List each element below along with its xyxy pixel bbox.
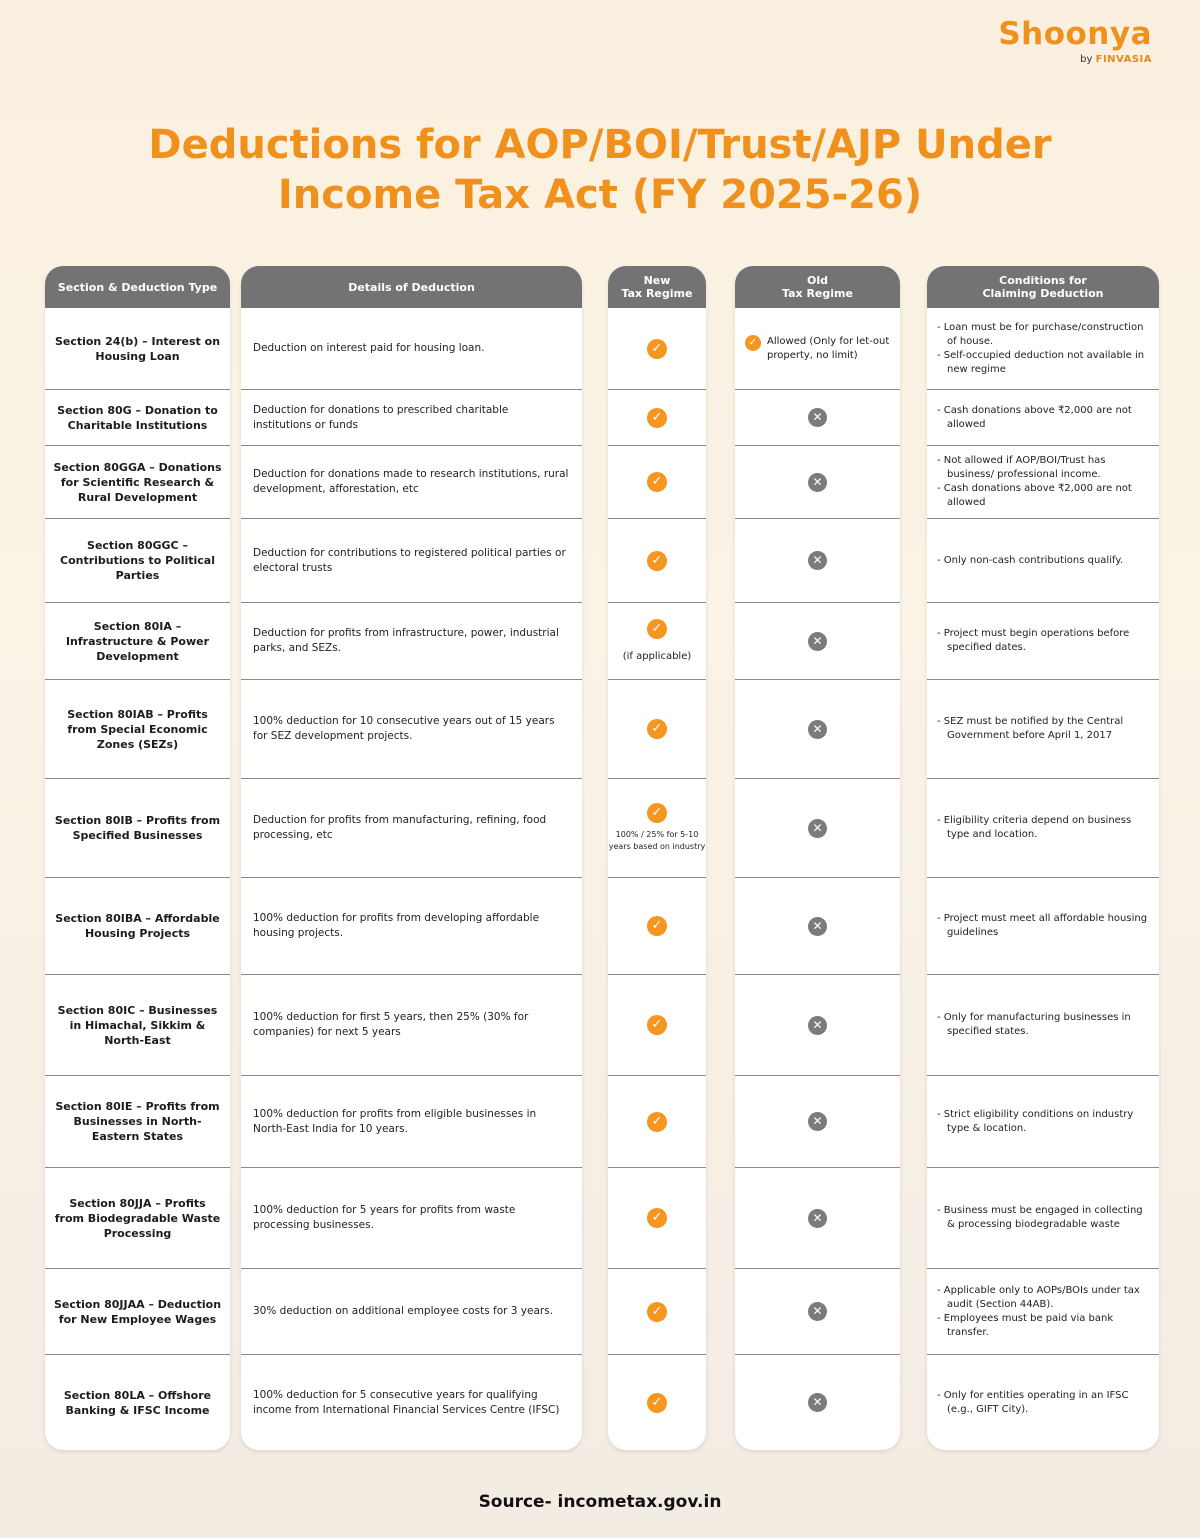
section-cell: Section 80G – Donation to Charitable Institutions (45, 390, 230, 446)
new-regime-cell (608, 519, 706, 603)
section-cell: Section 80GGA – Donations for Scientific Research & Rural Development (45, 446, 230, 519)
new-regime-cell (608, 975, 706, 1076)
condition-line: - Cash donations above ₹2,000 are not allowed (937, 404, 1132, 430)
cross-icon: ✕ (808, 473, 827, 492)
byline-brand: FINVASIA (1095, 54, 1152, 65)
condition-line: - Only for entities operating in an IFSC (e.g., GIFT City). (937, 1389, 1129, 1415)
conditions-cell (927, 878, 1159, 975)
title-line-1: Deductions for AOP/BOI/Trust/AJP Under (148, 122, 1052, 168)
check-icon: ✓ (647, 551, 667, 571)
section-cell: Section 80JJA – Profits from Biodegradable Waste Processing (45, 1168, 230, 1269)
column-header-section: Section & Deduction Type (45, 266, 230, 308)
old-regime-cell (735, 779, 900, 878)
check-icon: ✓ (647, 339, 667, 359)
check-icon: ✓ (647, 1015, 667, 1035)
cross-icon: ✕ (808, 1016, 827, 1035)
new-regime-cell (608, 446, 706, 519)
section-cell: Section 80LA – Offshore Banking & IFSC Income (63, 1388, 212, 1417)
brand-logo (998, 16, 1152, 65)
new-regime-cell (608, 603, 706, 680)
cross-icon: ✕ (808, 1393, 827, 1412)
new-regime-cell (608, 878, 706, 975)
page-title (0, 120, 1200, 220)
old-regime-cell (735, 390, 900, 446)
new-regime-cell (608, 779, 706, 878)
conditions-cell (927, 519, 1159, 603)
conditions-cell (927, 680, 1159, 779)
condition-line: - Applicable only to AOPs/BOIs under tax audit (Section 44AB). (937, 1284, 1140, 1310)
details-cell: Deduction for profits from infrastructure, power, industrial parks, and SEZs. (241, 603, 582, 680)
details-cell: 100% deduction for 5 consecutive years for qualifying income from International Financial Services Centre (IFSC) (253, 1388, 560, 1416)
column-header-details: Details of Deduction (241, 266, 582, 308)
check-icon: ✓ (647, 1112, 667, 1132)
column-header-old-regime: Old Tax Regime (735, 266, 900, 308)
old-regime-cell (735, 975, 900, 1076)
section-cell: Section 80IBA – Affordable Housing Projects (45, 878, 230, 975)
new-regime-cell (608, 1076, 706, 1168)
new-regime-cell (608, 1269, 706, 1355)
column-header-conditions: Conditions for Claiming Deduction (927, 266, 1159, 308)
column-details (241, 266, 582, 1450)
conditions-cell (927, 603, 1159, 680)
title-line-2: Income Tax Act (FY 2025-26) (277, 172, 923, 218)
column-section (45, 266, 230, 1450)
section-cell: Section 80GGC – Contributions to Political Parties (45, 519, 230, 603)
old-regime-note: Allowed (Only for let-out property, no limit) (767, 335, 890, 361)
old-regime-cell (735, 1355, 900, 1450)
old-regime-cell (735, 446, 900, 519)
condition-line: - Strict eligibility conditions on industry type & location. (937, 1108, 1134, 1134)
condition-line: - Loan must be for purchase/construction of house. (937, 321, 1144, 347)
old-regime-cell (735, 1269, 900, 1355)
section-cell: Section 80IA – Infrastructure & Power Development (45, 603, 230, 680)
new-regime-cell (608, 390, 706, 446)
new-regime-note: 100% / 25% for 5-10 years based on industry (608, 830, 706, 851)
details-cell: 100% deduction for 10 consecutive years out of 15 years for SEZ development projects. (241, 680, 582, 779)
source-note: Source- incometax.gov.in (478, 1492, 722, 1512)
new-regime-cell (608, 308, 706, 390)
details-cell: Deduction for contributions to registered political parties or electoral trusts (241, 519, 582, 603)
condition-line: - Employees must be paid via bank transfer. (937, 1312, 1114, 1338)
new-regime-cell (608, 1355, 706, 1450)
old-regime-allowed (735, 335, 900, 363)
check-icon: ✓ (647, 1302, 667, 1322)
column-new-regime (608, 266, 706, 1450)
cross-icon: ✕ (808, 1112, 827, 1131)
details-cell: Deduction for profits from manufacturing, refining, food processing, etc (241, 779, 582, 878)
condition-line: - Not allowed if AOP/BOI/Trust has business/ professional income. (937, 455, 1106, 480)
column-header-new-regime: New Tax Regime (608, 266, 706, 308)
old-regime-cell (735, 308, 900, 390)
cross-icon: ✕ (808, 917, 827, 936)
logo-text: Shoonya (998, 16, 1152, 52)
section-cell: Section 80IB – Profits from Specified Businesses (45, 779, 230, 878)
details-cell: Deduction for donations made to research institutions, rural development, afforestation, etc (241, 446, 582, 519)
conditions-cell (927, 779, 1159, 878)
cross-icon: ✕ (808, 720, 827, 739)
condition-line: - Eligibility criteria depend on business type and location. (937, 815, 1132, 840)
conditions-cell (927, 446, 1159, 519)
logo-byline (998, 54, 1152, 65)
condition-line: - Only for manufacturing businesses in specified states. (937, 1012, 1131, 1037)
column-conditions (927, 266, 1159, 1450)
check-icon: ✓ (647, 408, 667, 428)
check-icon: ✓ (647, 719, 667, 739)
check-icon: ✓ (647, 916, 667, 936)
old-regime-cell (735, 878, 900, 975)
conditions-cell (927, 975, 1159, 1076)
check-icon: ✓ (647, 803, 667, 823)
condition-line: - Business must be engaged in collecting & processing biodegradable waste (937, 1205, 1143, 1230)
details-cell: 100% deduction for first 5 years, then 25% (30% for companies) for next 5 years (241, 975, 582, 1076)
condition-line: - Only non-cash contributions qualify. (937, 554, 1124, 566)
conditions-cell (927, 1076, 1159, 1168)
cross-icon: ✕ (808, 819, 827, 838)
check-icon: ✓ (647, 472, 667, 492)
conditions-cell (927, 1168, 1159, 1269)
details-cell: 100% deduction for profits from eligible businesses in North-East India for 10 years. (241, 1076, 582, 1168)
cross-icon: ✕ (808, 551, 827, 570)
old-regime-cell (735, 519, 900, 603)
condition-line: - Project must begin operations before specified dates. (937, 628, 1130, 653)
details-cell: Deduction for donations to prescribed charitable institutions or funds (241, 390, 582, 446)
conditions-cell (927, 1269, 1159, 1355)
check-icon: ✓ (745, 335, 761, 351)
section-cell: Section 80JJAA – Deduction for New Employee Wages (45, 1269, 230, 1355)
section-cell: Section 24(b) – Interest on Housing Loan (45, 308, 230, 390)
condition-line: - Cash donations above ₹2,000 are not allowed (937, 483, 1132, 508)
cross-icon: ✕ (808, 1209, 827, 1228)
details-cell: 100% deduction for profits from developing affordable housing projects. (241, 878, 582, 975)
section-cell: Section 80IE – Profits from Businesses in North-Eastern States (45, 1076, 230, 1168)
conditions-cell (927, 308, 1159, 390)
old-regime-cell (735, 1168, 900, 1269)
new-regime-cell (608, 1168, 706, 1269)
cross-icon: ✕ (808, 408, 827, 427)
condition-line: - SEZ must be notified by the Central Government before April 1, 2017 (937, 716, 1124, 741)
check-icon: ✓ (647, 1208, 667, 1228)
byline-prefix: by (1080, 54, 1093, 65)
old-regime-cell (735, 1076, 900, 1168)
condition-line: - Project must meet all affordable housing guidelines (937, 913, 1148, 938)
conditions-cell (927, 390, 1159, 446)
section-cell: Section 80IAB – Profits from Special Economic Zones (SEZs) (45, 680, 230, 779)
details-cell: Deduction on interest paid for housing loan. (241, 308, 582, 390)
new-regime-note: (if applicable) (622, 650, 692, 662)
conditions-cell (927, 1355, 1159, 1450)
check-icon: ✓ (647, 1393, 667, 1413)
cross-icon: ✕ (808, 632, 827, 651)
new-regime-cell (608, 680, 706, 779)
old-regime-cell (735, 680, 900, 779)
section-cell: Section 80IC – Businesses in Himachal, Sikkim & North-East (45, 975, 230, 1076)
column-old-regime (735, 266, 900, 1450)
check-icon: ✓ (647, 619, 667, 639)
old-regime-cell (735, 603, 900, 680)
condition-line: - Self-occupied deduction not available in new regime (937, 349, 1145, 375)
cross-icon: ✕ (808, 1302, 827, 1321)
details-cell: 100% deduction for 5 years for profits from waste processing businesses. (241, 1168, 582, 1269)
details-cell: 30% deduction on additional employee costs for 3 years. (241, 1269, 582, 1355)
